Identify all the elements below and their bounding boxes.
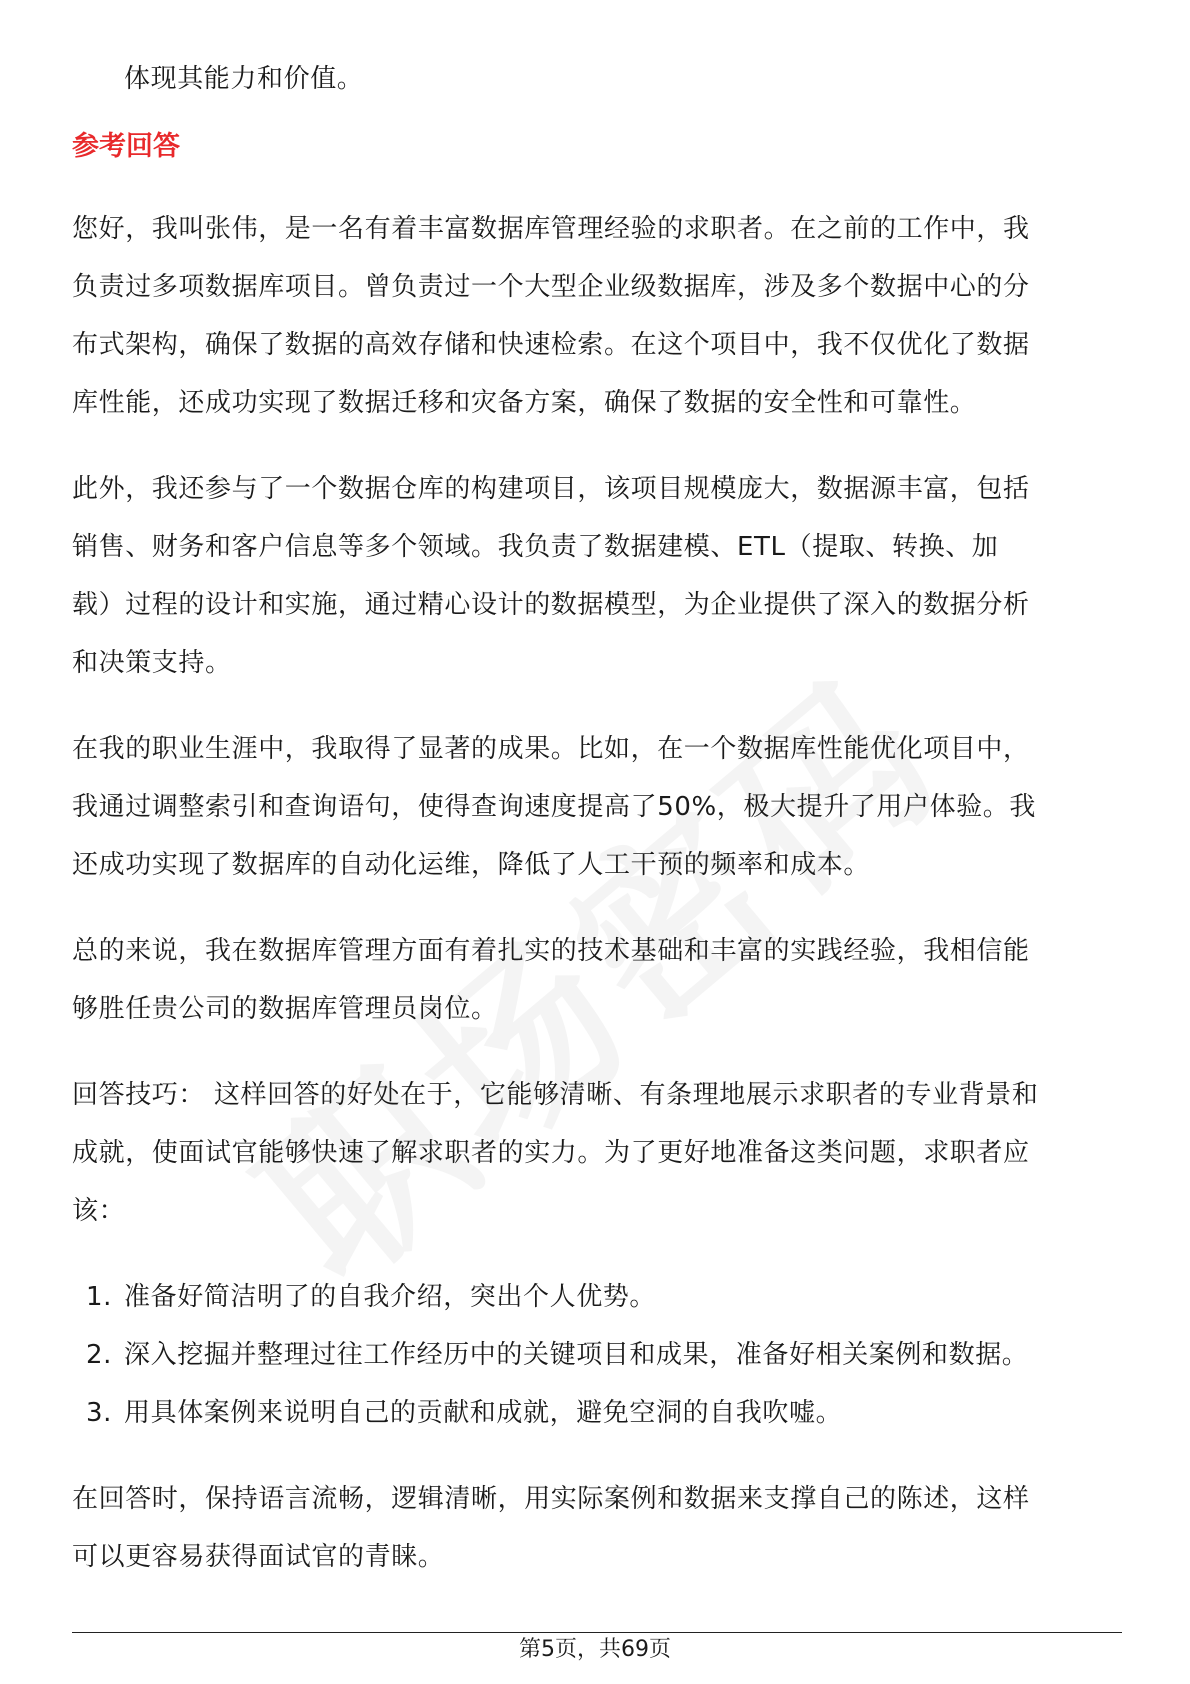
paragraph-line: 回答技巧： 这样回答的好处在于，它能够清晰、有条理地展示求职者的专业背景和 [72,1080,1039,1110]
page-content [72,50,1122,1614]
paragraph-line: 在回答时，保持语言流畅，逻辑清晰，用实际案例和数据来支撑自己的陈述，这样 [72,1484,1030,1514]
paragraph-line: 成就，使面试官能够快速了解求职者的实力。为了更好地准备这类问题，求职者应 [72,1138,1030,1168]
paragraph-line: 布式架构，确保了数据的高效存储和快速检索。在这个项目中，我不仅优化了数据 [72,330,1030,360]
paragraph-line: 我通过调整索引和查询语句，使得查询速度提高了50%，极大提升了用户体验。我 [72,792,1036,822]
tips-list [72,1268,1122,1442]
list-number: 3. [86,1398,113,1428]
paragraph-line: 此外，我还参与了一个数据仓库的构建项目，该项目规模庞大，数据源丰富，包括 [72,474,1030,504]
paragraph-line: 负责过多项数据库项目。曾负责过一个大型企业级数据库，涉及多个数据中心的分 [72,272,1030,302]
list-number: 2. [86,1340,113,1370]
paragraph-3 [72,720,1122,894]
list-item [72,1268,1122,1326]
paragraph-line: 载）过程的设计和实施，通过精心设计的数据模型，为企业提供了深入的数据分析 [72,590,1030,620]
closing-paragraph [72,1470,1122,1586]
list-item [72,1384,1122,1442]
paragraph-line: 还成功实现了数据库的自动化运维，降低了人工干预的频率和成本。 [72,850,871,880]
page-number: 第5页，共69页 [519,1637,671,1662]
paragraph-line: 销售、财务和客户信息等多个领域。我负责了数据建模、ETL（提取、转换、加 [72,532,999,562]
list-text: 深入挖掘并整理过往工作经历中的关键项目和成果，准备好相关案例和数据。 [124,1340,1029,1370]
paragraph-4 [72,922,1122,1038]
paragraph-1 [72,200,1122,432]
paragraph-line: 和决策支持。 [72,648,232,678]
paragraph-line: 可以更容易获得面试官的青睐。 [72,1542,445,1572]
paragraph-line: 库性能，还成功实现了数据迁移和灾备方案，确保了数据的安全性和可靠性。 [72,388,977,418]
list-text: 准备好简洁明了的自我介绍，突出个人优势。 [124,1282,657,1312]
paragraph-line: 该： [72,1196,126,1226]
intro-continuation: 体现其能力和价值。 [124,64,364,94]
list-number: 1. [86,1282,113,1312]
paragraph-5-answer-tips [72,1066,1122,1240]
list-item [72,1326,1122,1384]
paragraph-line: 够胜任贵公司的数据库管理员岗位。 [72,994,498,1024]
footer-divider [72,1632,1122,1633]
list-text: 用具体案例来说明自己的贡献和成就，避免空洞的自我吹嘘。 [124,1398,843,1428]
paragraph-line: 您好，我叫张伟，是一名有着丰富数据库管理经验的求职者。在之前的工作中，我 [72,214,1030,244]
paragraph-2 [72,460,1122,692]
paragraph-line: 总的来说，我在数据库管理方面有着扎实的技术基础和丰富的实践经验，我相信能 [72,936,1030,966]
section-heading: 参考回答 [72,131,180,162]
paragraph-line: 在我的职业生涯中，我取得了显著的成果。比如，在一个数据库性能优化项目中， [72,734,1030,764]
